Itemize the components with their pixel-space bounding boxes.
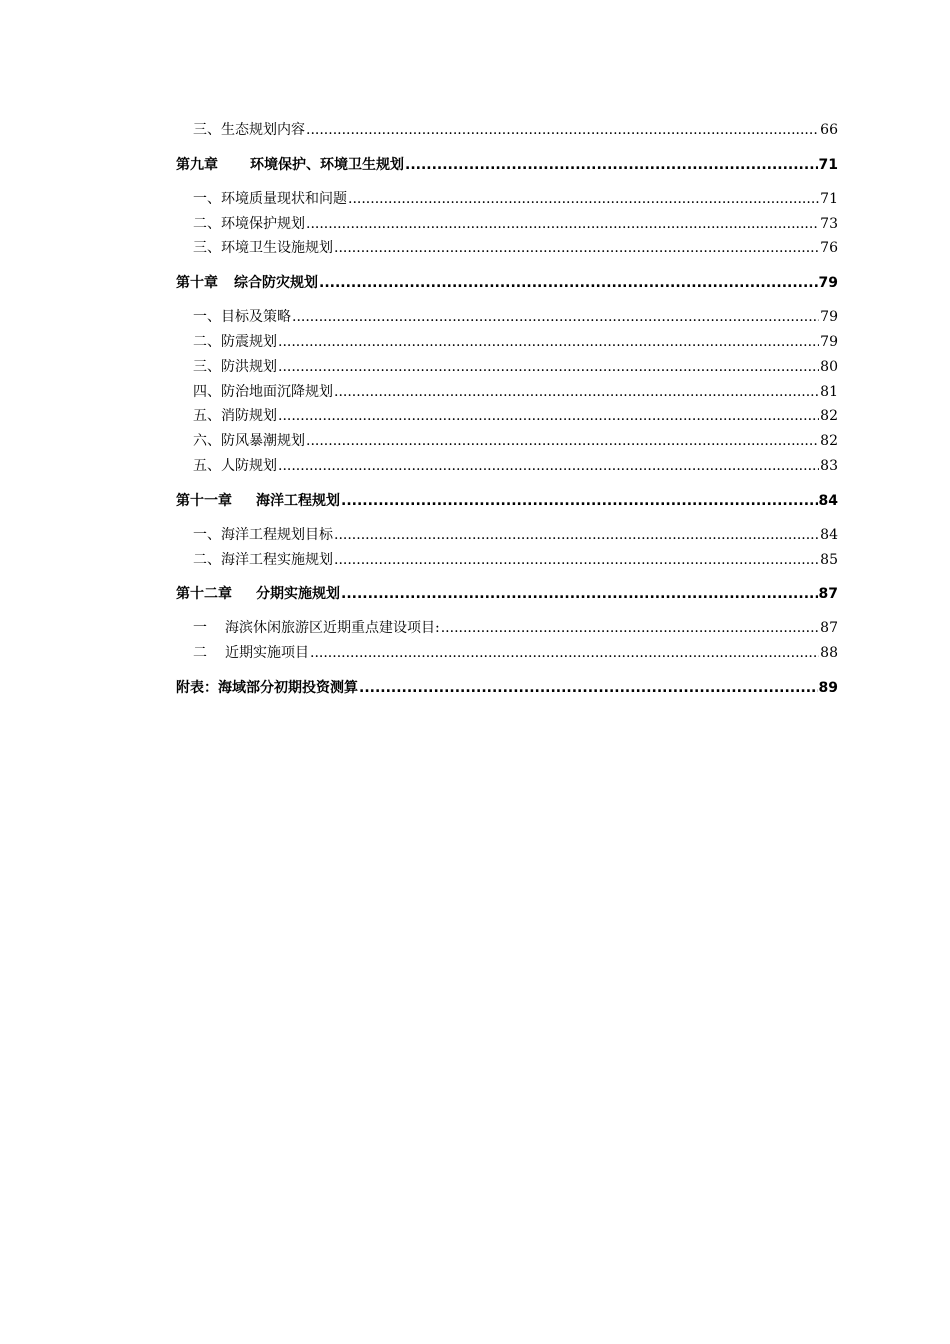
toc-leader-dots xyxy=(278,458,819,474)
toc-label: 二、海洋工程实施规划 xyxy=(193,551,333,568)
toc-page-number: 82 xyxy=(820,408,838,425)
toc-page-number: 79 xyxy=(818,275,838,292)
toc-page-number: 85 xyxy=(820,551,838,568)
toc-label: 三、生态规划内容 xyxy=(193,122,305,138)
toc-page-number: 83 xyxy=(820,457,838,474)
toc-leader-dots xyxy=(319,275,818,291)
toc-page-number: 73 xyxy=(820,215,838,232)
toc-leader-dots xyxy=(341,586,818,602)
toc-entry[interactable] xyxy=(176,216,838,241)
toc-leader-dots xyxy=(405,157,818,173)
toc-chapter[interactable] xyxy=(176,275,838,291)
toc-page-number: 87 xyxy=(818,586,838,603)
toc-page-number: 80 xyxy=(820,358,838,375)
toc-leader-dots xyxy=(306,216,819,232)
toc-label: 六、防风暴潮规划 xyxy=(193,433,305,450)
toc-leader-dots xyxy=(334,240,819,256)
toc-page-number: 79 xyxy=(820,333,838,350)
toc-label: 一、环境质量现状和问题 xyxy=(193,190,347,207)
toc-leader-dots xyxy=(334,384,819,400)
toc-leader-dots xyxy=(306,122,819,138)
toc-chapter[interactable] xyxy=(176,157,838,173)
toc-page-number: 87 xyxy=(820,620,838,637)
toc-label: 第十一章 海洋工程规划 xyxy=(176,492,340,509)
toc-label: 第九章 环境保护、环境卫生规划 xyxy=(176,156,404,173)
toc-page-number: 81 xyxy=(820,383,838,400)
toc-label: 一、目标及策略 xyxy=(193,309,291,326)
toc-chapter[interactable] xyxy=(176,493,838,509)
toc-label: 附表：海域部分初期投资测算 xyxy=(176,679,358,696)
toc-leader-dots xyxy=(306,433,819,449)
toc-leader-dots xyxy=(341,493,818,509)
toc-entry[interactable] xyxy=(176,309,838,334)
toc-label: 一、海洋工程规划目标 xyxy=(193,526,333,543)
toc-label: 五、消防规划 xyxy=(193,408,277,425)
toc-label: 第十章 综合防灾规划 xyxy=(176,275,318,292)
toc-entry[interactable] xyxy=(176,552,838,577)
toc-page-number: 88 xyxy=(820,645,838,662)
toc-leader-dots xyxy=(359,680,818,696)
toc-entry[interactable] xyxy=(176,384,838,409)
toc-leader-dots xyxy=(441,620,819,636)
toc-page-number: 71 xyxy=(818,156,838,173)
toc-page-number: 89 xyxy=(818,679,838,696)
toc-page-number: 84 xyxy=(820,526,838,543)
toc-entry[interactable] xyxy=(176,334,838,359)
toc-page-number: 66 xyxy=(820,122,838,138)
toc-leader-dots xyxy=(278,408,819,424)
toc-page-number: 76 xyxy=(820,240,838,257)
toc-label: 第十二章 分期实施规划 xyxy=(176,586,340,603)
toc-label: 一 海滨休闲旅游区近期重点建设项目: xyxy=(193,620,440,637)
toc-entry[interactable] xyxy=(176,240,838,265)
toc-leader-dots xyxy=(278,359,819,375)
toc-label: 二、防震规划 xyxy=(193,333,277,350)
toc-page-number: 84 xyxy=(818,492,838,509)
toc-chapter[interactable] xyxy=(176,586,838,602)
toc-entry[interactable] xyxy=(176,408,838,433)
toc-leader-dots xyxy=(310,645,819,661)
toc-label: 三、环境卫生设施规划 xyxy=(193,240,333,257)
toc-leader-dots xyxy=(292,309,819,325)
toc-entry[interactable] xyxy=(176,433,838,458)
toc-chapter[interactable] xyxy=(176,680,838,696)
toc-entry[interactable] xyxy=(176,645,838,670)
toc-entry[interactable] xyxy=(176,620,838,645)
toc-entry[interactable] xyxy=(176,359,838,384)
toc-leader-dots xyxy=(278,334,819,350)
toc-entry[interactable] xyxy=(176,527,838,552)
toc-label: 二、环境保护规划 xyxy=(193,215,305,232)
toc-label: 三、防洪规划 xyxy=(193,358,277,375)
toc-entry[interactable] xyxy=(176,122,838,147)
toc-label: 五、人防规划 xyxy=(193,457,277,474)
toc-page-number: 71 xyxy=(820,190,838,207)
toc-leader-dots xyxy=(334,552,819,568)
toc-entry[interactable] xyxy=(176,458,838,483)
toc-label: 二 近期实施项目 xyxy=(193,645,309,662)
toc-page-number: 79 xyxy=(820,309,838,326)
toc-label: 四、防治地面沉降规划 xyxy=(193,383,333,400)
toc-leader-dots xyxy=(334,527,819,543)
toc-page-number: 82 xyxy=(820,433,838,450)
toc-leader-dots xyxy=(348,191,819,207)
toc-entry[interactable] xyxy=(176,191,838,216)
table-of-contents xyxy=(176,122,838,714)
